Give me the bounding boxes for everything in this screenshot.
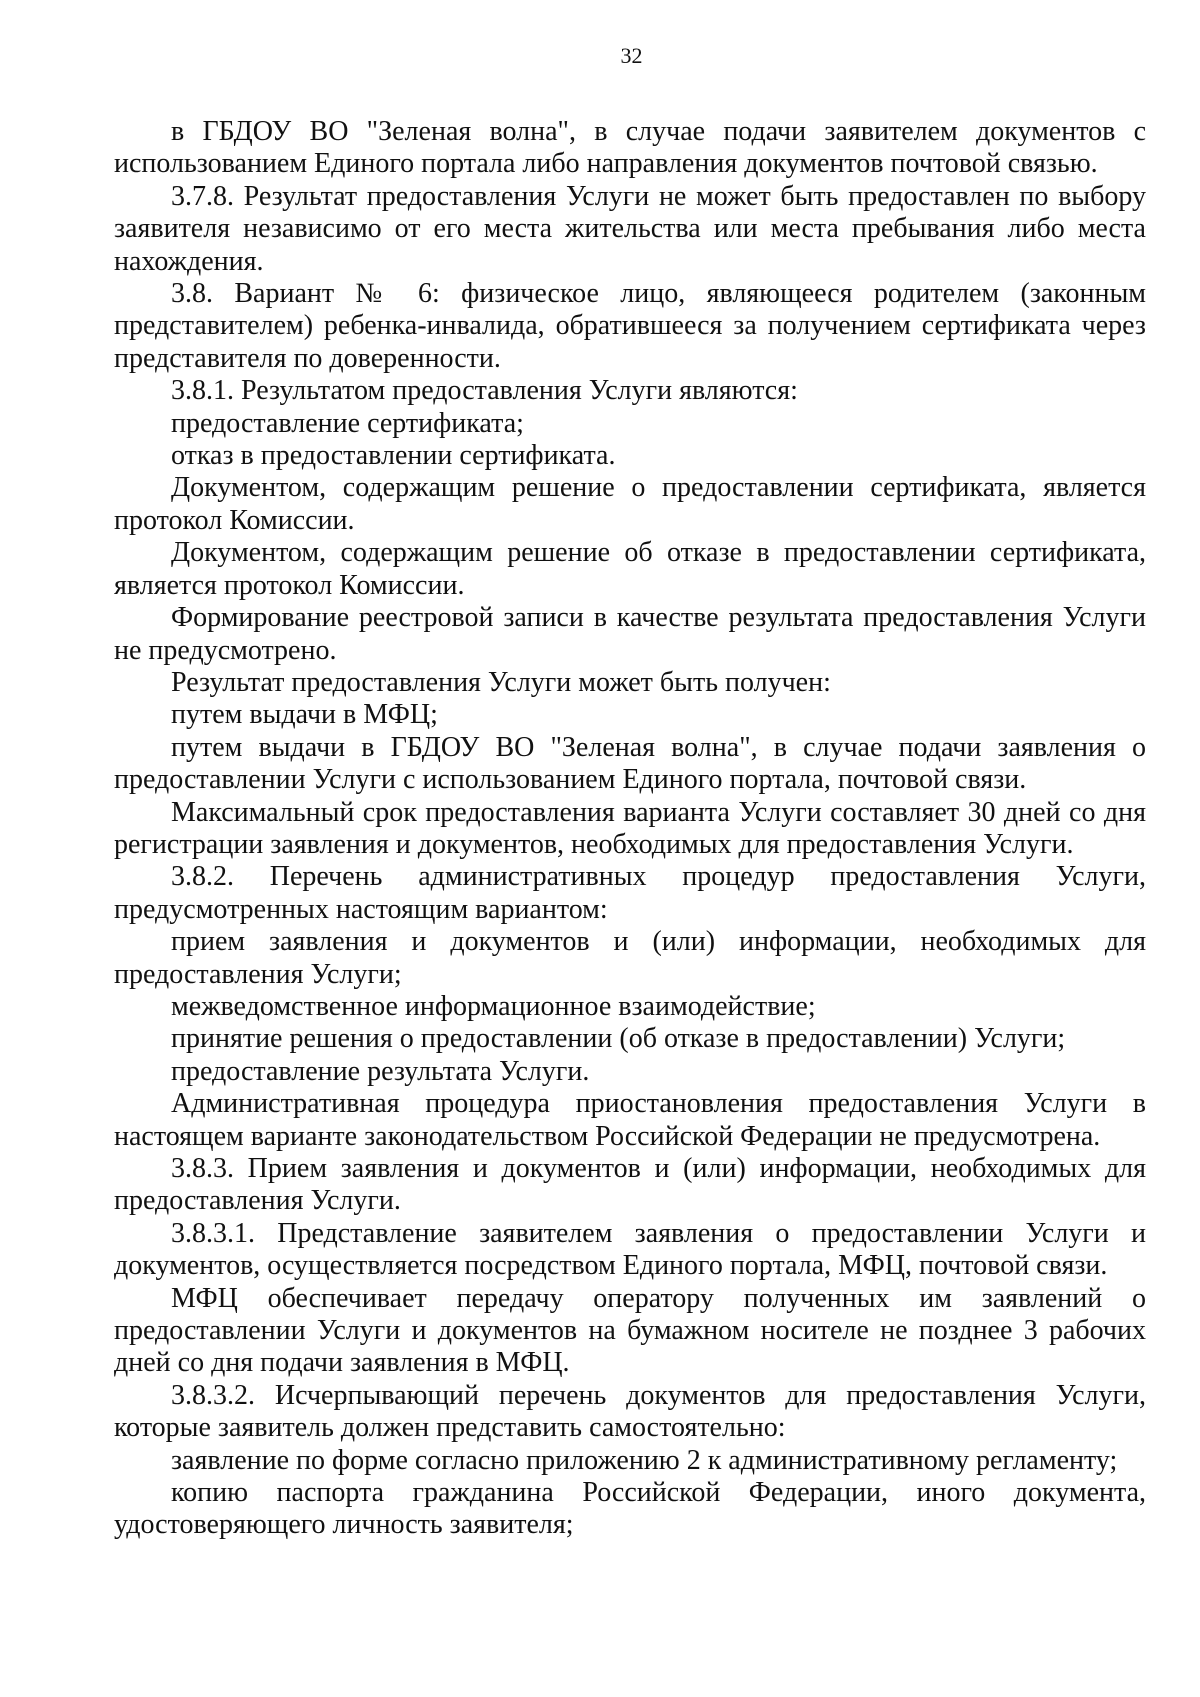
page-number: 32 [620,43,643,68]
paragraph: заявление по форме согласно приложению 2 к административному регламенту; [171,1444,1118,1476]
paragraph: Максимальный срок предоставления варианта Услуги составляет 30 дней со дня регистрации заявления и документов, необходимых для предоставления Услуги. [114,796,1146,860]
paragraph: Формирование реестровой записи в качестве результата предоставления Услуги не предусмотрено. [114,602,1146,666]
paragraph: 3.8.3.1. Представление заявителем заявления о предоставлении Услуги и документов, осуществляется посредством Единого портала, МФЦ, почтовой связи. [114,1217,1146,1282]
paragraph: путем выдачи в МФЦ; [171,699,438,731]
paragraph: копию паспорта гражданина Российской Федерации, иного документа, удостоверяющего личность заявителя; [114,1477,1146,1541]
paragraph: Административная процедура приостановления предоставления Услуги в настоящем варианте законодательством Российской Федерации не предусмотрена. [114,1088,1146,1152]
paragraph: предоставление результата Услуги. [171,1055,590,1087]
paragraph: путем выдачи в ГБДОУ ВО "Зеленая волна", в случае подачи заявления о предоставлении Услуги с использованием Единого портала, почтовой связи. [114,731,1146,796]
paragraph: 3.8. Вариант № 6: физическое лицо, являющееся родителем (законным представителем) ребенка-инвалида, обратившееся за получением сертификата через представителя по доверенности. [114,278,1146,374]
paragraph: в ГБДОУ ВО "Зеленая волна", в случае подачи заявителем документов с использованием Единого портала либо направления документов почтовой связью. [114,116,1146,180]
paragraph: Документом, содержащим решение о предоставлении сертификата, является протокол Комиссии. [114,472,1146,536]
paragraph: 3.8.2. Перечень административных процедур предоставления Услуги, предусмотренных настоящим вариантом: [114,861,1146,925]
paragraph: МФЦ обеспечивает передачу оператору полученных им заявлений о предоставлении Услуги и документов на бумажном носителе не позднее 3 рабочих дней со дня подачи заявления в МФЦ. [114,1282,1146,1379]
paragraph: Документом, содержащим решение об отказе в предоставлении сертификата, является протокол Комиссии. [114,537,1146,601]
paragraph: предоставление сертификата; [171,407,524,439]
paragraph: принятие решения о предоставлении (об отказе в предоставлении) Услуги; [171,1023,1066,1055]
paragraph: прием заявления и документов и (или) информации, необходимых для предоставления Услуги; [114,926,1146,990]
paragraph: 3.8.1. Результатом предоставления Услуги являются: [171,375,798,407]
paragraph: межведомственное информационное взаимодействие; [171,990,816,1022]
paragraph: 3.8.3. Прием заявления и документов и (или) информации, необходимых для предоставления Услуги. [114,1153,1146,1217]
paragraph: 3.7.8. Результат предоставления Услуги не может быть предоставлен по выбору заявителя независимо от его места жительства или места пребывания либо места нахождения. [114,180,1146,277]
paragraph: 3.8.3.2. Исчерпывающий перечень документов для предоставления Услуги, которые заявитель должен представить самостоятельно: [114,1379,1146,1444]
paragraph: отказ в предоставлении сертификата. [171,440,616,472]
document-body [114,116,1146,1542]
paragraph: Результат предоставления Услуги может быть получен: [171,666,831,698]
